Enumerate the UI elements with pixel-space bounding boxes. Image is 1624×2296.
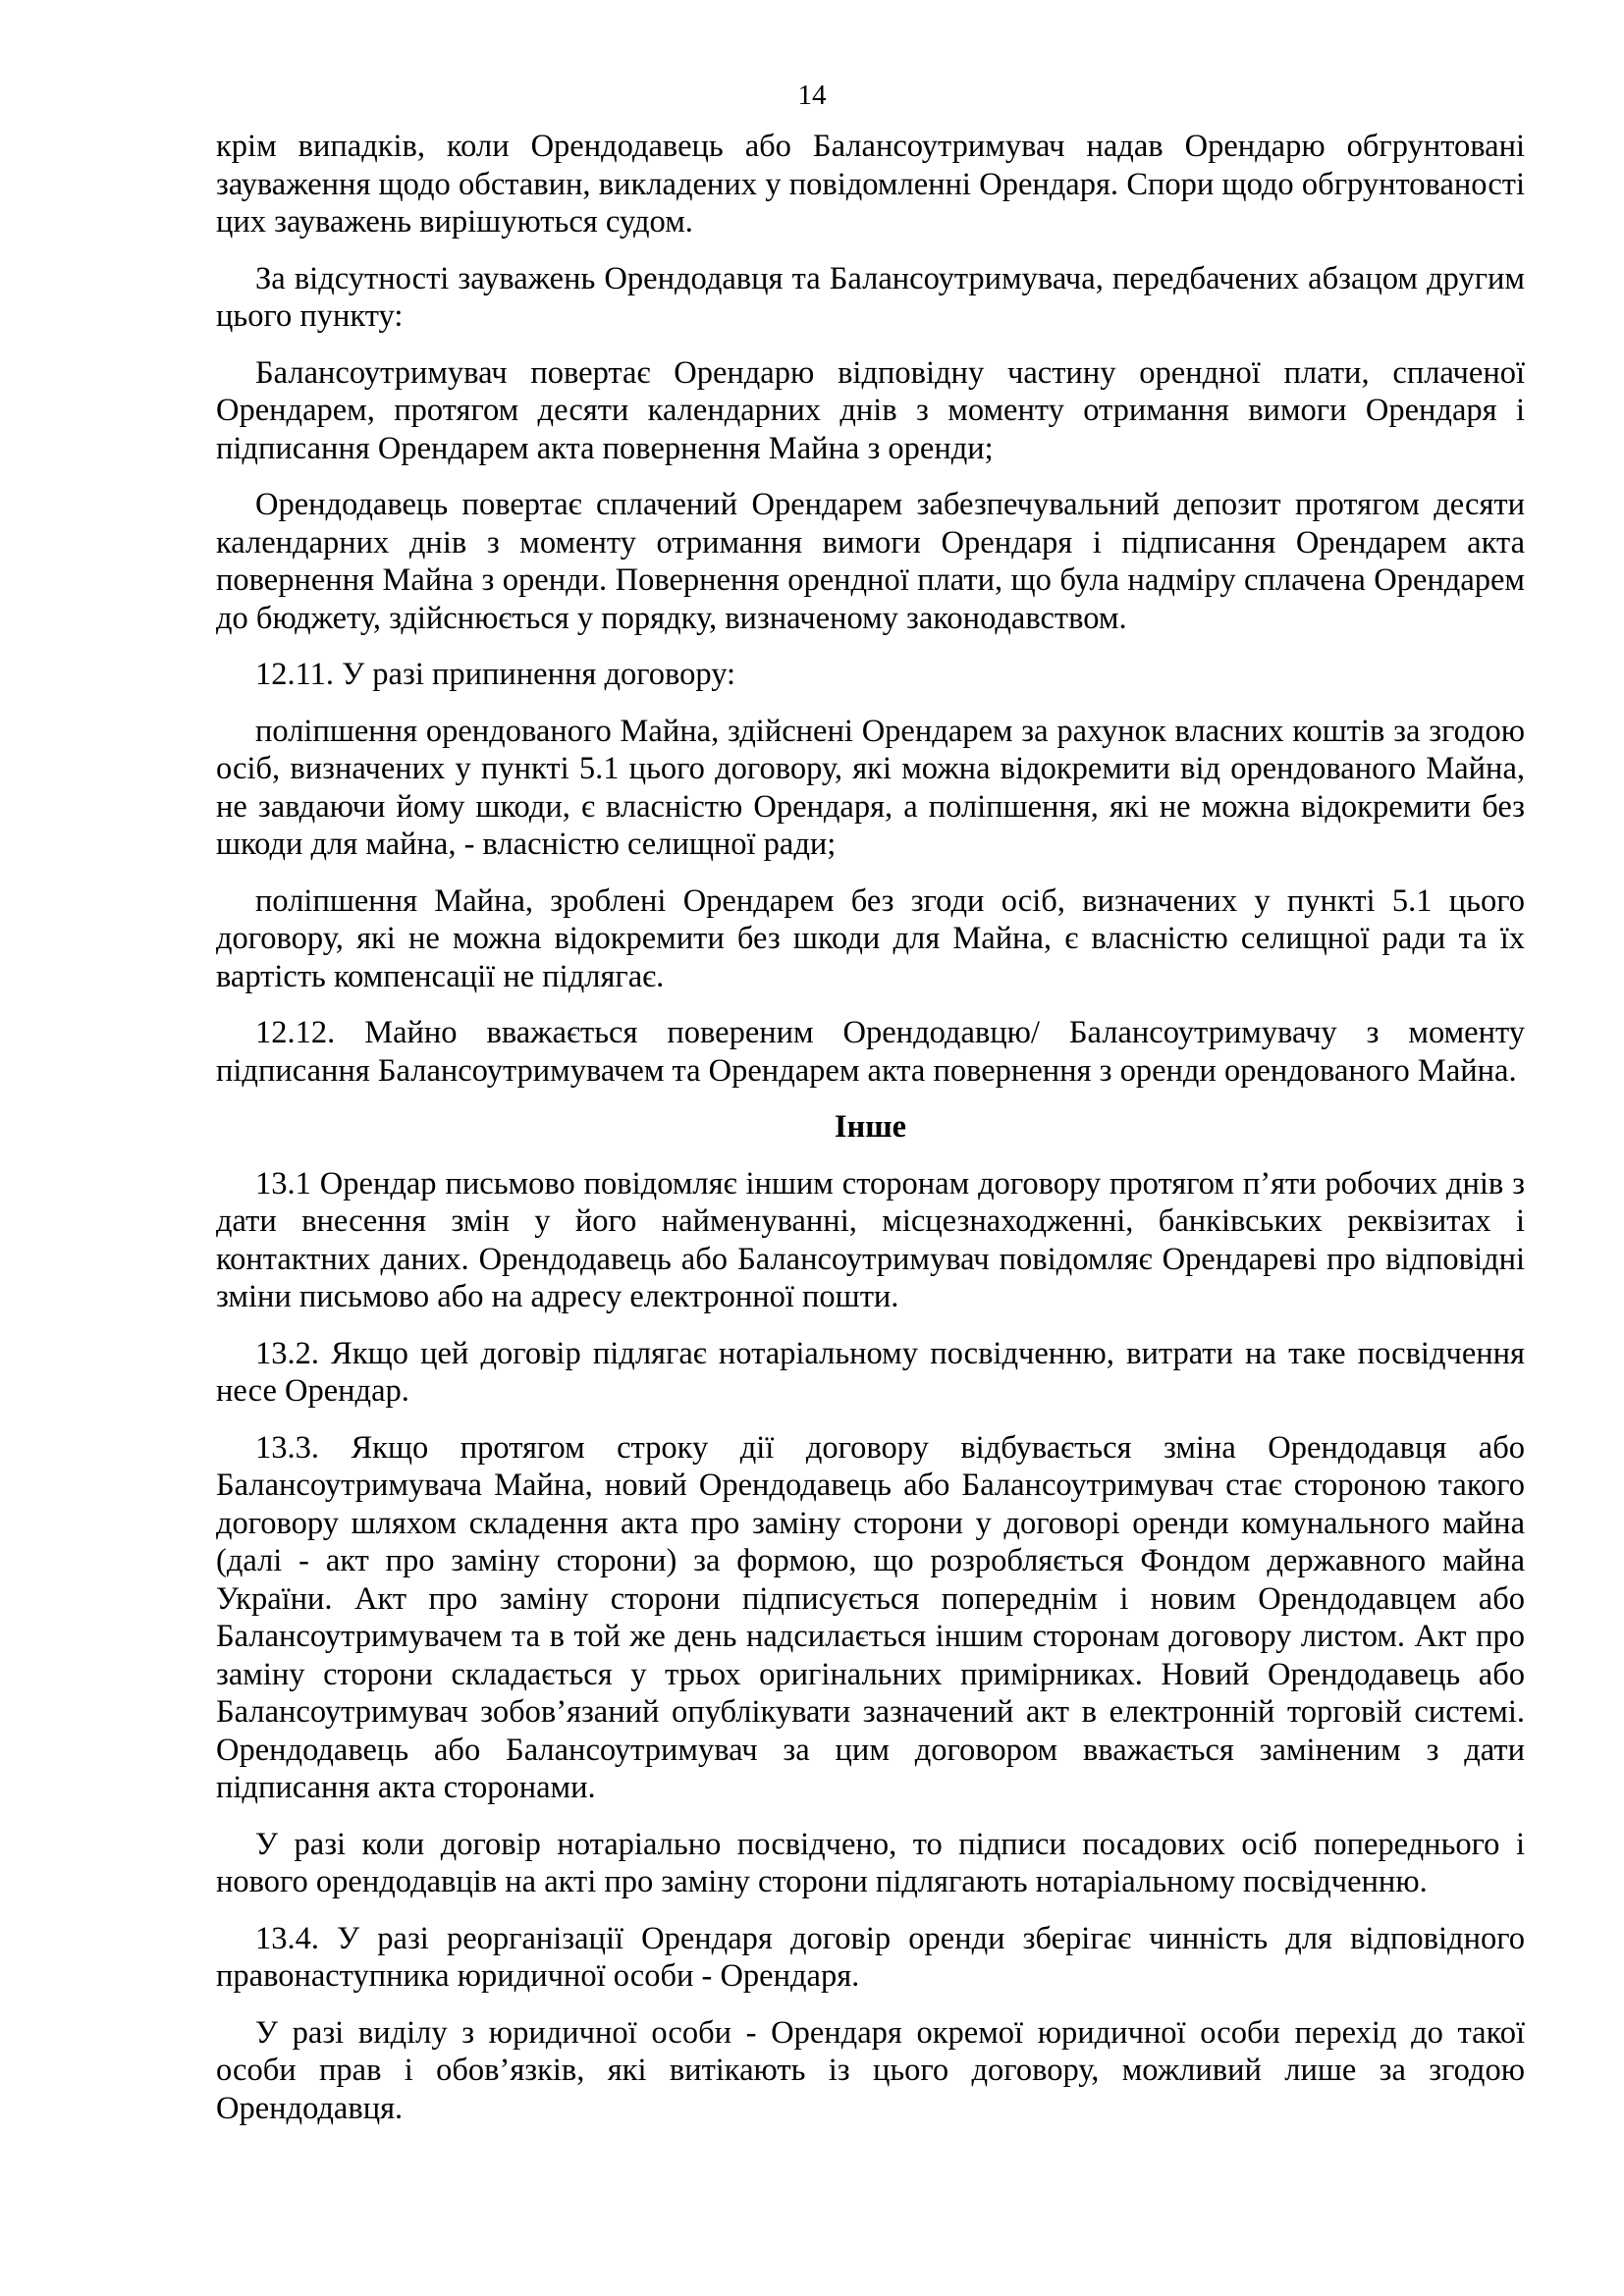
- paragraph: поліпшення Майна, зроблені Орендарем без згоди осіб, визначених у пункті 5.1 цього договору, які не можна відокремити без шкоди для Майна, є власністю селищної ради та їх вартість компенсації не підлягає.: [216, 882, 1525, 994]
- paragraph: 13.4. У разі реорганізації Орендаря договір оренди зберігає чинність для відповідного правонаступника юридичної особи - Орендаря.: [216, 1920, 1525, 1994]
- paragraph: У разі виділу з юридичної особи - Орендаря окремої юридичної особи перехід до такої особи прав і обов’язків, які витікають із цього договору, можливий лише за згодою Орендодавця.: [216, 2014, 1525, 2126]
- paragraph: За відсутності зауважень Орендодавця та Балансоутримувача, передбачених абзацом другим цього пункту:: [216, 260, 1525, 334]
- paragraph: Балансоутримувач повертає Орендарю відповідну частину орендної плати, сплаченої Орендарем, протягом десяти календарних днів з моменту отримання вимоги Орендаря і підписання Орендарем акта повернення Майна з оренди;: [216, 354, 1525, 466]
- paragraph: поліпшення орендованого Майна, здійснені Орендарем за рахунок власних коштів за згодою осіб, визначених у пункті 5.1 цього договору, які можна відокремити від орендованого Майна, не завдаючи йому шкоди, є власністю Орендаря, а поліпшення, які не можна відокремити без шкоди для майна, - власністю селищної ради;: [216, 713, 1525, 862]
- section-heading: Інше: [834, 1109, 907, 1145]
- page-number: 14: [797, 80, 827, 111]
- paragraph: 13.3. Якщо протягом строку дії договору відбувається зміна Орендодавця або Балансоутримувача Майна, новий Орендодавець або Балансоутримувач стає стороною такого договору шляхом складення акта про заміну сторони у договорі оренди комунального майна (далі - акт про заміну сторони) за формою, що розробляється Фондом державного майна України. Акт про заміну сторони підписується попереднім і новим Орендодавцем або Балансоутримувачем та в той же день надсилається іншим сторонам договору листом. Акт про заміну сторони складається у трьох оригінальних примірниках. Новий Орендодавець або Балансоутримувач зобов’язаний опублікувати зазначений акт в електронній торговій системі. Орендодавець або Балансоутримувач за цим договором вважається заміненим з дати підписання акта сторонами.: [216, 1429, 1525, 1805]
- document-body: [216, 128, 1525, 2146]
- paragraph: У разі коли договір нотаріально посвідчено, то підписи посадових осіб попереднього і нового орендодавців на акті про заміну сторони підлягають нотаріальному посвідченню.: [216, 1826, 1525, 1899]
- paragraph: крім випадків, коли Орендодавець або Балансоутримувач надав Орендарю обгрунтовані зауваження щодо обставин, викладених у повідомленні Орендаря. Спори щодо обгрунтованості цих зауважень вирішуються судом.: [216, 129, 1525, 240]
- paragraph: 12.12. Майно вважається повереним Орендодавцю/ Балансоутримувачу з моменту підписання Балансоутримувачем та Орендарем акта повернення з оренди орендованого Майна.: [216, 1015, 1525, 1089]
- paragraph: Орендодавець повертає сплачений Орендарем забезпечувальний депозит протягом десяти календарних днів з моменту отримання вимоги Орендаря і підписання Орендарем акта повернення Майна з оренди. Повернення орендної плати, що була надміру сплачена Орендарем до бюджету, здійснюється у порядку, визначеному законодавством.: [216, 487, 1525, 636]
- paragraph: 13.2. Якщо цей договір підлягає нотаріальному посвідченню, витрати на таке посвідчення несе Орендар.: [216, 1335, 1525, 1409]
- paragraph: 12.11. У разі припинення договору:: [255, 657, 736, 692]
- paragraph: 13.1 Орендар письмово повідомляє іншим сторонам договору протягом п’яти робочих днів з дати внесення змін у його найменуванні, місцезнаходженні, банківських реквізитах і контактних даних. Орендодавець або Балансоутримувач повідомляє Орендареві про відповідні зміни письмово або на адресу електронної пошти.: [216, 1165, 1525, 1314]
